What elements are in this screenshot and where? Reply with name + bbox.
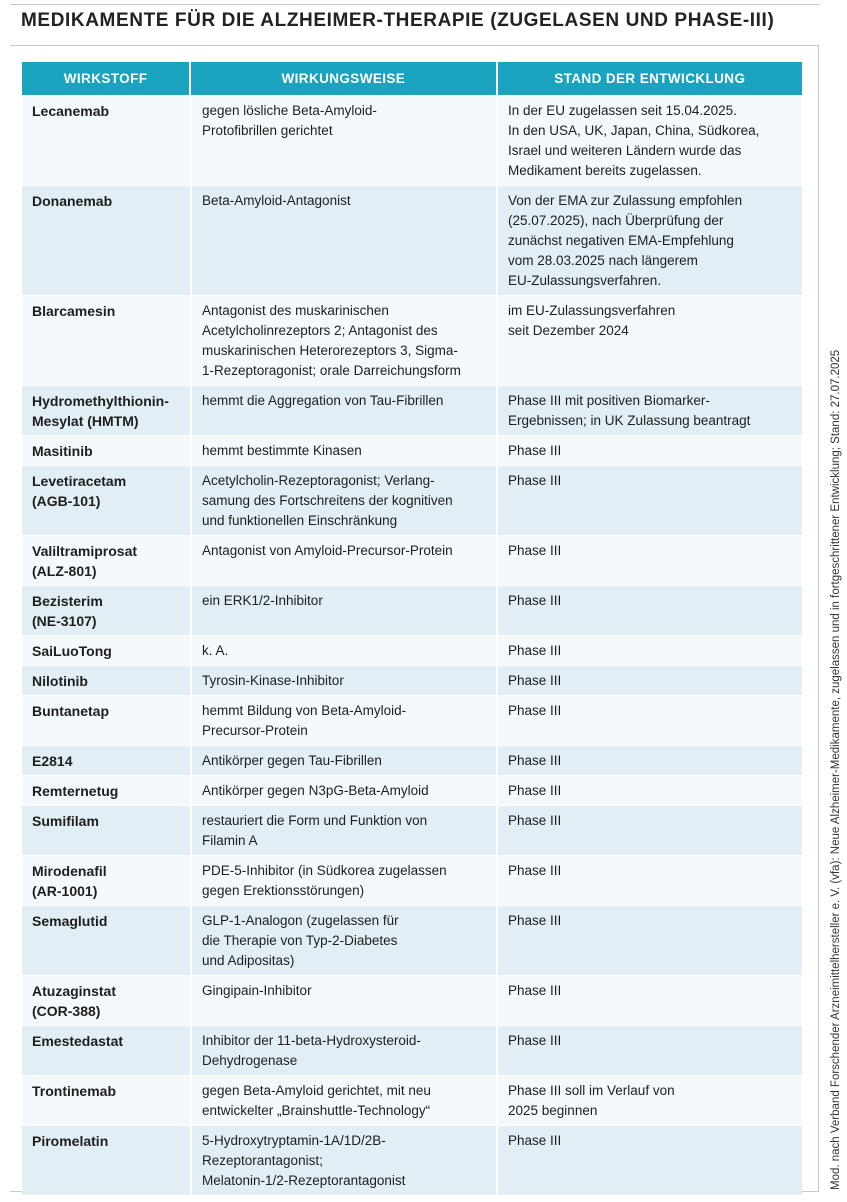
- cell-wirkstoff: Bezisterim (NE-3107): [32, 593, 103, 629]
- cell-wirkstoff: Sumifilam: [32, 813, 99, 829]
- cell-wirkstoff: Semaglutid: [32, 913, 108, 929]
- cell-wirkungsweise: Antagonist von Amyloid-Precursor-Protein: [190, 536, 496, 585]
- table-body: [22, 95, 802, 1195]
- table-row: [22, 95, 802, 185]
- cell-wirkstoff: Emestedastat: [32, 1033, 124, 1049]
- cell-stand: Phase III: [496, 906, 802, 975]
- table-row: [22, 975, 802, 1025]
- cell-wirkstoff: Nilotinib: [32, 673, 88, 689]
- table-row: [22, 535, 802, 585]
- cell-wirkstoff: Remternetug: [32, 783, 119, 799]
- cell-stand: Phase III: [496, 976, 802, 1025]
- cell-wirkstoff: Lecanemab: [32, 103, 110, 119]
- table-header: [22, 62, 802, 95]
- table-row: [22, 905, 802, 975]
- cell-stand: Phase III: [496, 1026, 802, 1075]
- drug-table: [22, 62, 802, 1195]
- cell-stand: Phase III: [496, 536, 802, 585]
- table-row: [22, 295, 802, 385]
- source-note: Mod. nach Verband Forschender Arzneimittelhersteller e. V. (vfa): Neue Alzheimer-Medikamente, zugelassen und in fortgeschrittener Entwicklung; Stand: 27.07.2025: [830, 349, 842, 1190]
- cell-wirkstoff: Blarcamesin: [32, 303, 116, 319]
- cell-wirkungsweise: Antikörper gegen Tau-Fibrillen: [190, 746, 496, 775]
- table-row: [22, 1075, 802, 1125]
- cell-stand: Phase III: [496, 586, 802, 635]
- cell-wirkungsweise: Antagonist des muskarinischen Acetylcholinrezeptors 2; Antagonist des muskarinischen Heterorezeptors 3, Sigma- 1-Rezeptoragonist; orale Darreichungsform: [190, 296, 496, 385]
- cell-wirkungsweise: Gingipain-Inhibitor: [190, 976, 496, 1025]
- cell-wirkstoff: Atuzaginstat (COR-388): [32, 983, 116, 1019]
- cell-wirkstoff: Buntanetap: [32, 703, 109, 719]
- table-row: [22, 435, 802, 465]
- cell-wirkungsweise: Acetylcholin-Rezeptoragonist; Verlang- samung des Fortschreitens der kognitiven und funktionellen Einschränkung: [190, 466, 496, 535]
- cell-stand: Von der EMA zur Zulassung empfohlen (25.07.2025), nach Überprüfung der zunächst negativen EMA-Empfehlung vom 28.03.2025 nach längerem EU-Zulassungsverfahren.: [496, 186, 802, 295]
- cell-wirkungsweise: Antikörper gegen N3pG-Beta-Amyloid: [190, 776, 496, 805]
- cell-wirkungsweise: 5-Hydroxytryptamin-1A/1D/2B- Rezeptorantagonist; Melatonin-1/2-Rezeptorantagonist: [190, 1126, 496, 1195]
- cell-stand: Phase III: [496, 436, 802, 465]
- page-title: MEDIKAMENTE FÜR DIE ALZHEIMER-THERAPIE (ZUGELASEN UND PHASE-III): [21, 10, 775, 31]
- cell-stand: Phase III: [496, 666, 802, 695]
- cell-wirkungsweise: ein ERK1/2-Inhibitor: [190, 586, 496, 635]
- cell-wirkstoff: Hydromethylthionin- Mesylat (HMTM): [32, 393, 169, 429]
- cell-wirkstoff: Mirodenafil (AR-1001): [32, 863, 107, 899]
- cell-stand: Phase III: [496, 776, 802, 805]
- cell-wirkungsweise: Beta-Amyloid-Antagonist: [190, 186, 496, 295]
- cell-wirkungsweise: k. A.: [190, 636, 496, 665]
- cell-wirkungsweise: GLP-1-Analogon (zugelassen für die Therapie von Typ-2-Diabetes und Adipositas): [190, 906, 496, 975]
- cell-wirkstoff: Levetiracetam (AGB-101): [32, 473, 127, 509]
- table-row: [22, 585, 802, 635]
- cell-wirkungsweise: hemmt Bildung von Beta-Amyloid- Precursor-Protein: [190, 696, 496, 745]
- cell-wirkstoff: Masitinib: [32, 443, 93, 459]
- cell-wirkstoff: Donanemab: [32, 193, 113, 209]
- cell-wirkungsweise: gegen Beta-Amyloid gerichtet, mit neu entwickelter „Brainshuttle-Technology“: [190, 1076, 496, 1125]
- cell-stand: Phase III mit positiven Biomarker- Ergebnissen; in UK Zulassung beantragt: [496, 386, 802, 435]
- cell-stand: Phase III: [496, 1126, 802, 1195]
- cell-stand: Phase III: [496, 856, 802, 905]
- table-row: [22, 385, 802, 435]
- cell-wirkungsweise: hemmt die Aggregation von Tau-Fibrillen: [190, 386, 496, 435]
- column-header-wirkungsweise: WIRKUNGSWEISE: [189, 62, 495, 95]
- table-row: [22, 1025, 802, 1075]
- table-row: [22, 185, 802, 295]
- table-row: [22, 665, 802, 695]
- cell-wirkstoff: Piromelatin: [32, 1133, 109, 1149]
- cell-stand: Phase III: [496, 746, 802, 775]
- cell-stand: Phase III soll im Verlauf von 2025 beginnen: [496, 1076, 802, 1125]
- column-header-wirkstoff: WIRKSTOFF: [63, 71, 148, 86]
- cell-wirkungsweise: PDE-5-Inhibitor (in Südkorea zugelassen gegen Erektionsstörungen): [190, 856, 496, 905]
- cell-wirkungsweise: Tyrosin-Kinase-Inhibitor: [190, 666, 496, 695]
- table-row: [22, 1125, 802, 1195]
- table-row: [22, 635, 802, 665]
- table-row: [22, 745, 802, 775]
- cell-wirkstoff: SaiLuoTong: [32, 643, 112, 659]
- cell-stand: Phase III: [496, 636, 802, 665]
- cell-wirkstoff: E2814: [32, 753, 73, 769]
- cell-stand: Phase III: [496, 466, 802, 535]
- table-row: [22, 775, 802, 805]
- column-header-stand: STAND DER ENTWICKLUNG: [496, 62, 802, 95]
- cell-wirkungsweise: restauriert die Form und Funktion von Filamin A: [190, 806, 496, 855]
- cell-stand: Phase III: [496, 806, 802, 855]
- cell-wirkstoff: Valiltramiprosat (ALZ-801): [32, 543, 138, 579]
- table-row: [22, 695, 802, 745]
- top-divider: [10, 4, 820, 5]
- cell-stand: In der EU zugelassen seit 15.04.2025. In den USA, UK, Japan, China, Südkorea, Israel und weiteren Ländern wurde das Medikament bereits zugelassen.: [496, 96, 802, 185]
- cell-wirkungsweise: gegen lösliche Beta-Amyloid- Protofibrillen gerichtet: [190, 96, 496, 185]
- cell-stand: im EU-Zulassungsverfahren seit Dezember 2024: [496, 296, 802, 385]
- cell-stand: Phase III: [496, 696, 802, 745]
- table-row: [22, 805, 802, 855]
- cell-wirkungsweise: Inhibitor der 11-beta-Hydroxysteroid- Dehydrogenase: [190, 1026, 496, 1075]
- table-row: [22, 855, 802, 905]
- table-row: [22, 465, 802, 535]
- cell-wirkstoff: Trontinemab: [32, 1083, 117, 1099]
- cell-wirkungsweise: hemmt bestimmte Kinasen: [190, 436, 496, 465]
